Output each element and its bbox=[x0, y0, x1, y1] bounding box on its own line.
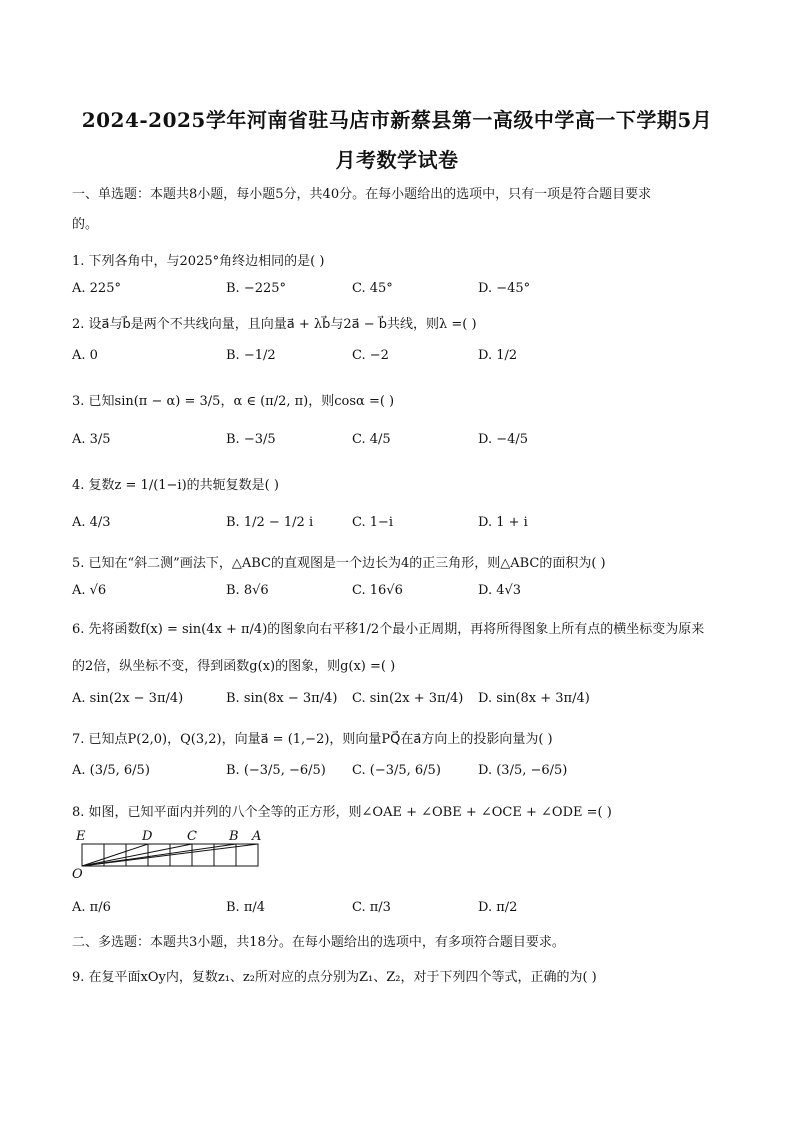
option-d: D. 1/2 bbox=[478, 348, 518, 363]
option-a: A. 4/3 bbox=[72, 515, 111, 530]
question-2: 2. 设a⃗与b⃗是两个不共线向量，且向量a⃗ + λb⃗与2a⃗ − b⃗共线，则λ =( ) bbox=[72, 317, 477, 332]
question-8-options bbox=[72, 900, 732, 924]
exam-title-line2: 月考数学试卷 bbox=[335, 148, 459, 172]
question-3: 3. 已知sin(π − α) = 3/5，α ∈ (π/2, π)，则cosα =( ) bbox=[72, 394, 395, 409]
option-d: D. −45° bbox=[478, 281, 531, 296]
option-a: A. 225° bbox=[72, 281, 121, 296]
option-a: A. π/6 bbox=[72, 900, 111, 915]
section-heading: 二、多选题：本题共3小题，共18分。在每小题给出的选项中，有多项符合题目要求。 bbox=[72, 935, 565, 950]
question-9: 9. 在复平面xOy内，复数z₁、z₂所对应的点分别为Z₁、Z₂，对于下列四个等式，正确的为( ) bbox=[72, 970, 597, 985]
option-b: B. (−3/5, −6/5) bbox=[226, 763, 326, 778]
option-c: C. −2 bbox=[352, 348, 389, 363]
option-c: C. (−3/5, 6/5) bbox=[352, 763, 441, 778]
option-b: B. −225° bbox=[226, 281, 287, 296]
label-a: A bbox=[252, 829, 262, 844]
exam-title-line1: 2024-2025学年河南省驻马店市新蔡县第一高级中学高一下学期5月 bbox=[81, 108, 713, 132]
question-4-options bbox=[72, 515, 732, 539]
eight-squares-figure bbox=[72, 828, 272, 880]
option-b: B. −3/5 bbox=[226, 432, 276, 447]
option-c: C. π/3 bbox=[352, 900, 391, 915]
option-c: C. 45° bbox=[352, 281, 393, 296]
question-2-options bbox=[72, 348, 732, 372]
option-b: B. π/4 bbox=[226, 900, 266, 915]
option-b: B. 8√6 bbox=[226, 583, 269, 598]
segment-ob bbox=[82, 844, 236, 866]
option-d: D. 1 + i bbox=[478, 515, 528, 530]
question-4: 4. 复数z = 1/(1−i)的共轭复数是( ) bbox=[72, 478, 279, 493]
option-a: A. √6 bbox=[72, 583, 107, 598]
option-c: C. 16√6 bbox=[352, 583, 403, 598]
section-heading: 一、单选题：本题共8小题，每小题5分，共40分。在每小题给出的选项中，只有一项是符合题目要求 bbox=[72, 187, 652, 202]
section-single-choice-instructions bbox=[72, 180, 722, 240]
question-6-options bbox=[72, 691, 732, 715]
question-5-options bbox=[72, 583, 732, 607]
question-7-options bbox=[72, 763, 732, 787]
section-multi-choice-instructions bbox=[72, 928, 722, 958]
option-d: D. 4√3 bbox=[478, 583, 522, 598]
option-b: B. sin(8x − 3π/4) bbox=[226, 691, 338, 706]
question-6-continued: 的2倍，纵坐标不变，得到函数g(x)的图象，则g(x) =( ) bbox=[72, 659, 396, 674]
option-a: A. (3/5, 6/5) bbox=[72, 763, 150, 778]
option-c: C. sin(2x + 3π/4) bbox=[352, 691, 464, 706]
label-o: O bbox=[72, 867, 83, 880]
option-d: D. (3/5, −6/5) bbox=[478, 763, 568, 778]
question-5: 5. 已知在“斜二测”画法下，△ABC的直观图是一个边长为4的正三角形，则△ABC的面积为( ) bbox=[72, 556, 606, 571]
option-c: C. 4/5 bbox=[352, 432, 391, 447]
option-d: D. sin(8x + 3π/4) bbox=[478, 691, 590, 706]
option-a: A. sin(2x − 3π/4) bbox=[72, 691, 184, 706]
question-1-options bbox=[72, 281, 732, 305]
label-d: D bbox=[142, 829, 153, 844]
question-8: 8. 如图，已知平面内并列的八个全等的正方形，则∠OAE + ∠OBE + ∠OCE + ∠ODE =( ) bbox=[72, 805, 612, 820]
option-c: C. 1−i bbox=[352, 515, 394, 530]
label-e: E bbox=[76, 829, 86, 844]
option-b: B. 1/2 − 1/2 i bbox=[226, 515, 314, 530]
option-d: D. −4/5 bbox=[478, 432, 529, 447]
option-d: D. π/2 bbox=[478, 900, 518, 915]
question-6: 6. 先将函数f(x) = sin(4x + π/4)的图象向右平移1/2个最小正周期，再将所得图象上所有点的横坐标变为原来 bbox=[72, 622, 705, 637]
option-a: A. 3/5 bbox=[72, 432, 111, 447]
question-3-options bbox=[72, 432, 732, 456]
option-b: B. −1/2 bbox=[226, 348, 276, 363]
label-b: B bbox=[229, 829, 239, 844]
question-1: 1. 下列各角中，与2025°角终边相同的是( ) bbox=[72, 254, 325, 269]
question-8-figure bbox=[72, 828, 272, 884]
section-heading-tail: 的。 bbox=[72, 217, 99, 232]
question-7: 7. 已知点P(2,0)，Q(3,2)，向量a⃗ = (1,−2)，则向量PQ⃗在a⃗方向上的投影向量为( ) bbox=[72, 732, 553, 747]
label-c: C bbox=[187, 829, 197, 844]
option-a: A. 0 bbox=[72, 348, 98, 363]
